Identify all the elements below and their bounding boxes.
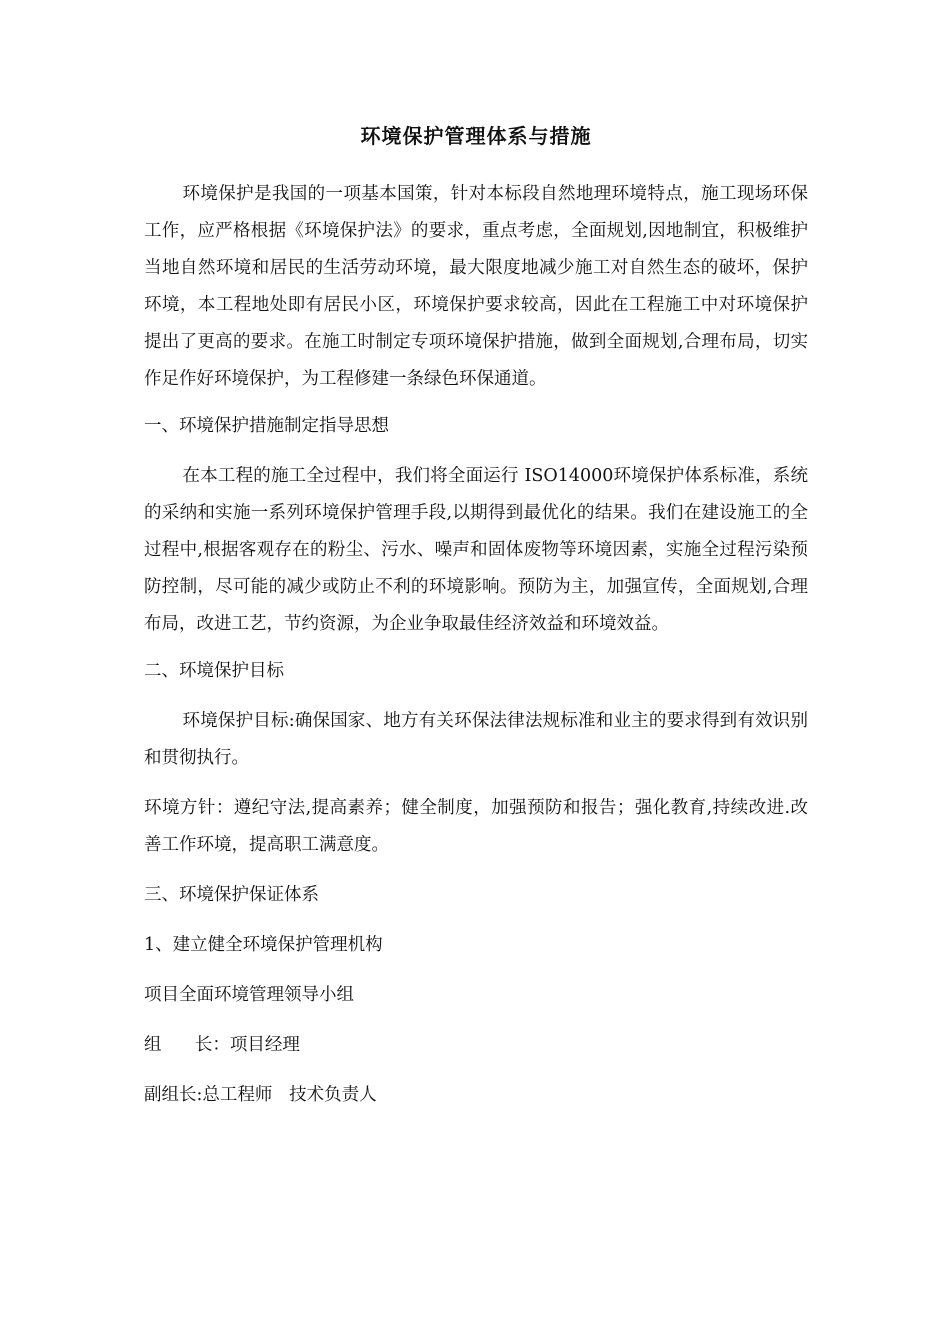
deputy-leader-line: 副组长:总工程师 技术负责人	[144, 1085, 377, 1105]
document-title: 环境保护管理体系与措施	[360, 124, 592, 148]
section2-goal-paragraph: 环境保护目标:确保国家、地方有关环保法律法规标准和业主的要求得到有效识别和贯彻执行。	[144, 711, 808, 768]
document-page	[144, 118, 808, 1127]
section3-heading: 三、环境保护保证体系	[144, 885, 319, 905]
group-leader-line: 组 长：项目经理	[144, 1035, 300, 1055]
intro-paragraph: 环境保护是我国的一项基本国策，针对本标段自然地理环境特点，施工现场环保工作，应严格根据《环境保护法》的要求，重点考虑，全面规划,因地制宜，积极维护当地自然环境和居民的生活劳动环境，最大限度地减少施工对自然生态的破坏，保护环境，本工程地处即有居民小区，环境保护要求较高，因此在工程施工中对环境保护提出了更高的要求。在施工时制定专项环境保护措施，做到全面规划,合理布局，切实作足作好环境保护，为工程修建一条绿色环保通道。	[144, 184, 808, 389]
subsection1-heading: 1、建立健全环境保护管理机构	[144, 935, 383, 955]
section1-heading: 一、环境保护措施制定指导思想	[144, 416, 389, 436]
section1-paragraph: 在本工程的施工全过程中，我们将全面运行 ISO14000环境保护体系标准，系统的采纳和实施一系列环境保护管理手段,以期得到最优化的结果。我们在建设施工的全过程中,根据客观存在的粉尘、污水、噪声和固体废物等环境因素，实施全过程污染预防控制，尽可能的减少或防止不利的环境影响。预防为主，加强宣传，全面规划,合理布局，改进工艺，节约资源，为企业争取最佳经济效益和环境效益。	[144, 466, 808, 634]
section2-policy-paragraph: 环境方针：遵纪守法,提高素养；健全制度，加强预防和报告；强化教育,持续改进.改善工作环境，提高职工满意度。	[144, 798, 808, 855]
section2-heading: 二、环境保护目标	[144, 661, 284, 681]
group-name-line: 项目全面环境管理领导小组	[144, 985, 354, 1005]
